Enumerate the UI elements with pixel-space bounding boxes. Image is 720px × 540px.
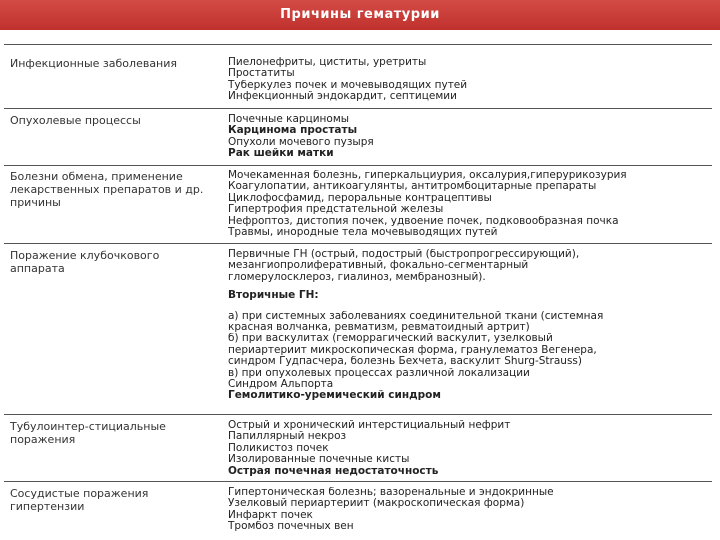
item: Циклофосфамид, пероральные контрацептивы	[228, 192, 492, 204]
item: синдром Гудпасчера, болезнь Бехчета, васкулит Shurg-Strauss)	[228, 356, 582, 368]
item: Гипертрофия предстательной железы	[228, 204, 444, 216]
item: Папиллярный некроз	[228, 431, 347, 443]
item: Синдром Альпорта	[228, 378, 334, 390]
item: Острый и хронический интерстициальный нефрит	[228, 420, 511, 431]
cause-infectious: Инфекционные заболевания	[10, 57, 178, 70]
item: Инфекционный эндокардит, септицемии	[228, 91, 457, 103]
item: Рак шейки матки	[228, 148, 334, 160]
cause-glomerular: Поражение клубочкового аппарата	[10, 249, 160, 275]
item: красная волчанка, ревматизм, ревматоидный артрит)	[228, 321, 530, 333]
item: а) при системных заболеваниях соединительной ткани (системная	[228, 310, 604, 322]
item: Тромбоз почечных вен	[228, 521, 354, 533]
item: Гемолитико-уремический синдром	[228, 390, 441, 402]
item: Простатиты	[228, 68, 295, 80]
item: Гипертоническая болезнь; вазоренальные и эндокринные	[228, 487, 554, 498]
item: Вторичные ГН:	[228, 290, 319, 302]
item: Мочекаменная болезнь, гиперкальциурия, оксалурия,гиперурикозурия	[228, 170, 627, 181]
items-metabolic	[228, 170, 714, 238]
item: Первичные ГН (острый, подострый (быстропрогрессирующий),	[228, 249, 580, 260]
item: Поликистоз почек	[228, 442, 329, 454]
item: Туберкулез почек и мочевыводящих путей	[228, 79, 468, 91]
item: Изолированные почечные кисты	[228, 454, 410, 466]
items-glomerular	[228, 249, 714, 402]
divider	[4, 481, 712, 482]
item: Карцинома простаты	[228, 125, 358, 137]
item: Пиелонефриты, циститы, уретриты	[228, 57, 427, 68]
item: Почечные карциномы	[228, 114, 350, 125]
item: гломерулосклероз, гиалиноз, мембранозный).	[228, 271, 486, 283]
item: Коагулопатии, антикоагулянты, антитромбоцитарные препараты	[228, 181, 597, 193]
items-tubulointerstitial	[228, 420, 714, 477]
item: б) при васкулитах (геморрагический васкулит, узелковый	[228, 333, 553, 345]
items-tumor	[228, 114, 714, 160]
item: Узелковый периартериит (макроскопическая форма)	[228, 498, 525, 510]
items-infectious	[228, 57, 714, 103]
divider	[4, 243, 712, 244]
slide-title: Причины гематурии	[0, 0, 720, 30]
divider	[4, 414, 712, 415]
cause-tubulointerstitial: Тубулоинтер-стициальные поражения	[10, 420, 166, 446]
item: Опухоли мочевого пузыря	[228, 136, 374, 148]
item: Инфаркт почек	[228, 509, 313, 521]
cause-tumor: Опухолевые процессы	[10, 114, 141, 127]
item: в) при опухолевых процессах различной локализации	[228, 367, 530, 379]
cause-metabolic: Болезни обмена, применение лекарственных препаратов и др. причины	[10, 170, 204, 209]
item: периартериит микроскопическая форма, гранулематоз Вегенера,	[228, 344, 597, 356]
cause-vascular: Сосудистые поражения гипертензии	[10, 487, 149, 513]
divider	[4, 165, 712, 166]
item: Нефроптоз, дистопия почек, удвоение почек, подковообразная почка	[228, 215, 619, 227]
item: Острая почечная недостаточность	[228, 465, 439, 477]
item: Травмы, инородные тела мочевыводящих путей	[228, 226, 498, 238]
items-vascular	[228, 487, 714, 533]
divider	[4, 108, 712, 109]
divider	[4, 44, 712, 45]
item: мезангиопролиферативный, фокально-сегментарный	[228, 260, 529, 272]
